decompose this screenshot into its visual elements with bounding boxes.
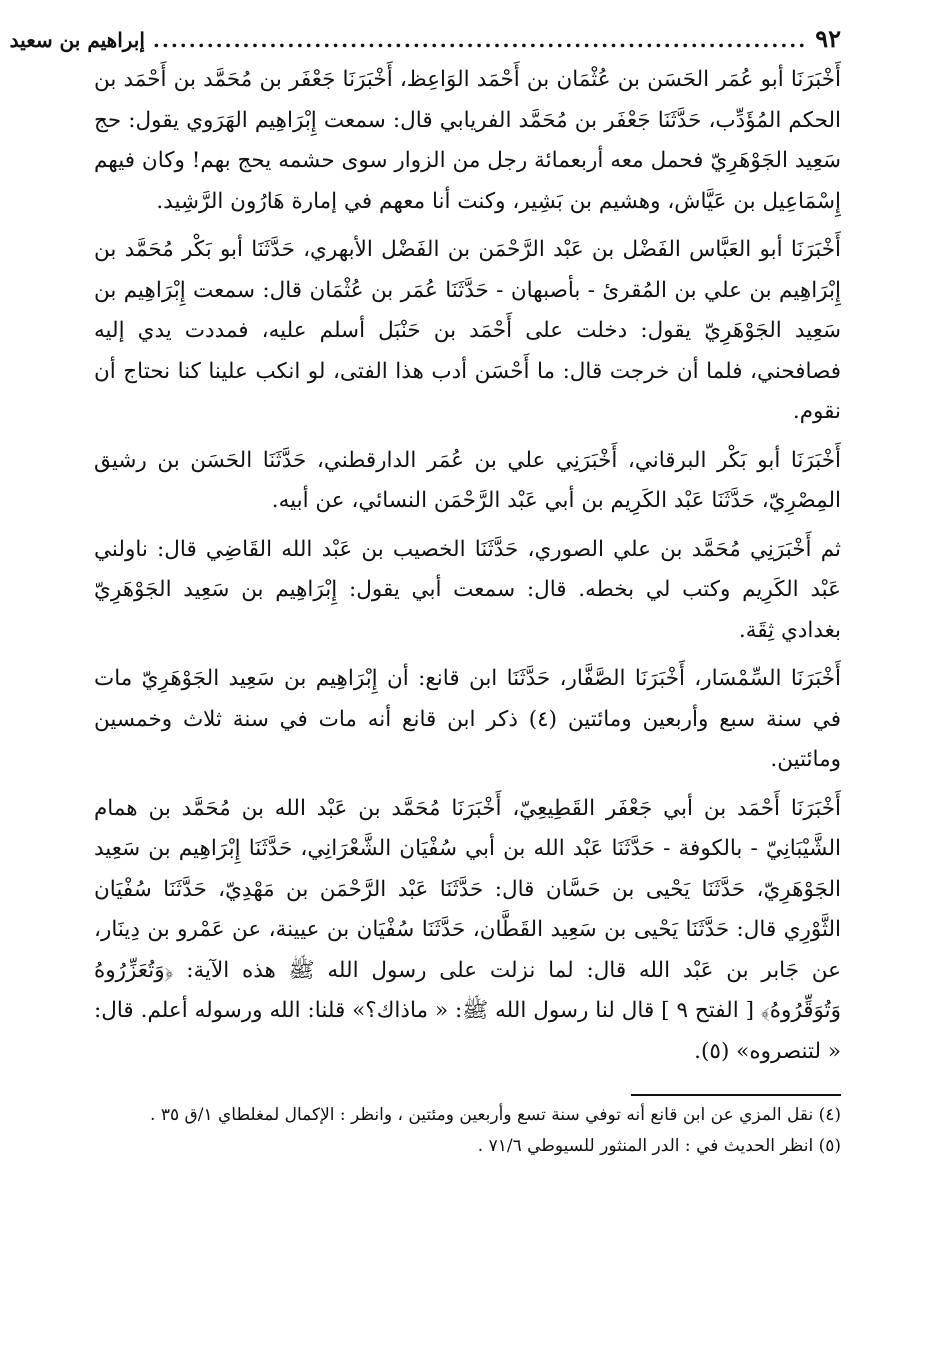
main-text [94, 60, 841, 1072]
paragraph-1: أَخْبَرَنَا أبو عُمَر الحَسَن بن عُثْمَان بن أَحْمَد الوَاعِظ، أَخْبَرَنَا جَعْفَر بن مُحَمَّد بن أَحْمَد بن الحكم المُؤَدِّب، حَدَّثَنَا جَعْفَر بن مُحَمَّد الفريابي قال: سمعت إِبْرَاهِيم الهَرَوي يقول: حج سَعِيد الجَوْهَرِيّ فحمل معه أربعمائة رجل من الزوار سوى حشمه يحج بهم! وكان فيهم إِسْمَاعِيل بن عَيَّاش، وهشيم بن بَشِير، وكنت أنا معهم في إمارة هَارُون الرَّشِيد. [94, 67, 841, 214]
paragraph-3: أَخْبَرَنَا أبو بَكْر البرقاني، أَخْبَرَنِي علي بن عُمَر الدارقطني، حَدَّثَنَا الحَسَن بن رشيق المِصْرِيّ، حَدَّثَنَا عَبْد الكَرِيم بن أبي عَبْد الرَّحْمَن النسائي، عن أبيه. [94, 447, 841, 513]
paragraph-2: أَخْبَرَنَا أبو العَبَّاس الفَضْل بن عَبْد الرَّحْمَن بن الفَضْل الأبهري، حَدَّثَنَا أبو بَكْر مُحَمَّد بن إِبْرَاهِيم بن علي بن المُقرئ - بأصبهان - حَدَّثَنَا عُمَر بن عُثْمَان قال: سمعت إِبْرَاهِيم بن سَعِيد الجَوْهَرِيّ يقول: دخلت على أَحْمَد بن حَنْبَل أسلم عليه، فمددت يدي إليه فصافحني، فلما أن خرجت قال: ما أَحْسَن أدب هذا الفتى، لو انكب علينا كنا نحتاج أن نقوم. [94, 237, 841, 424]
header-title: إبراهيم بن سعيد [9, 28, 145, 52]
footnote-4: (٤) نقل المزي عن ابن قانع أنه توفي سنة تسع وأربعين ومئتين ، وانظر : الإكمال لمغلطاي ١/ق ٣٥ . [150, 1105, 841, 1125]
paragraph-5: أَخْبَرَنَا السِّمْسَار، أَخْبَرَنَا الصَّفَّار، حَدَّثَنَا ابن قانع: أن إِبْرَاهِيم بن سَعِيد الجَوْهَرِيّ مات في سنة سبع وأربعين ومائتين (٤) ذكر ابن قانع أنه مات في سنة ثلاث وخمسين ومائتين. [94, 666, 841, 772]
footnote-5: (٥) انظر الحديث في : الدر المنثور للسيوطي ٧١/٦ . [477, 1136, 841, 1156]
running-header [9, 24, 841, 60]
page-number: ٩٢ [815, 24, 841, 53]
paragraph-4: ثم أَخْبَرَنِي مُحَمَّد بن علي الصوري، حَدَّثَنَا الخصيب بن عَبْد الله القَاضِي قال: ناولني عَبْد الكَرِيم وكتب لي بخطه. قال: سمعت أبي يقول: إِبْرَاهِيم بن سَعِيد الجَوْهَرِيّ بغدادي ثِقَة. [94, 536, 841, 643]
paragraph-6: أَخْبَرَنَا أَحْمَد بن أبي جَعْفَر القَطِيعِيّ، أَخْبَرَنَا مُحَمَّد بن عَبْد الله بن مُحَمَّد بن همام الشَّيْبَانِيّ - بالكوفة - حَدَّثَنَا عَبْد الله بن أبي سُفْيَان الشَّعْرَانِي، حَدَّثَنَا إِبْرَاهِيم بن سَعِيد الجَوْهَرِيّ، حَدَّثَنَا يَحْيى بن حَسَّان قال: حَدَّثَنَا عَبْد الرَّحْمَن بن مَهْدِيّ، حَدَّثَنَا سُفْيَان الثَّوْرِي قال: حَدَّثَنَا يَحْيى بن سَعِيد القَطَّان، حَدَّثَنَا سُفْيَان بن عيينة، عن عَمْرو بن دِينَار، عن جَابر بن عَبْد الله قال: لما نزلت على رسول الله ﷺ هذه الآية: ﴿وَتُعَزِّرُوهُ وَتُوَقِّرُوهُ﴾ [ الفتح ٩ ] قال لنا رسول الله ﷺ: « ماذاك؟» قلنا: الله ورسوله أعلم. قال: « لتنصروه» (٥). [94, 795, 841, 1064]
footnote-separator [631, 1094, 841, 1096]
header-dot-leader: ......................................................................... [152, 28, 808, 52]
footnotes [94, 1100, 841, 1162]
